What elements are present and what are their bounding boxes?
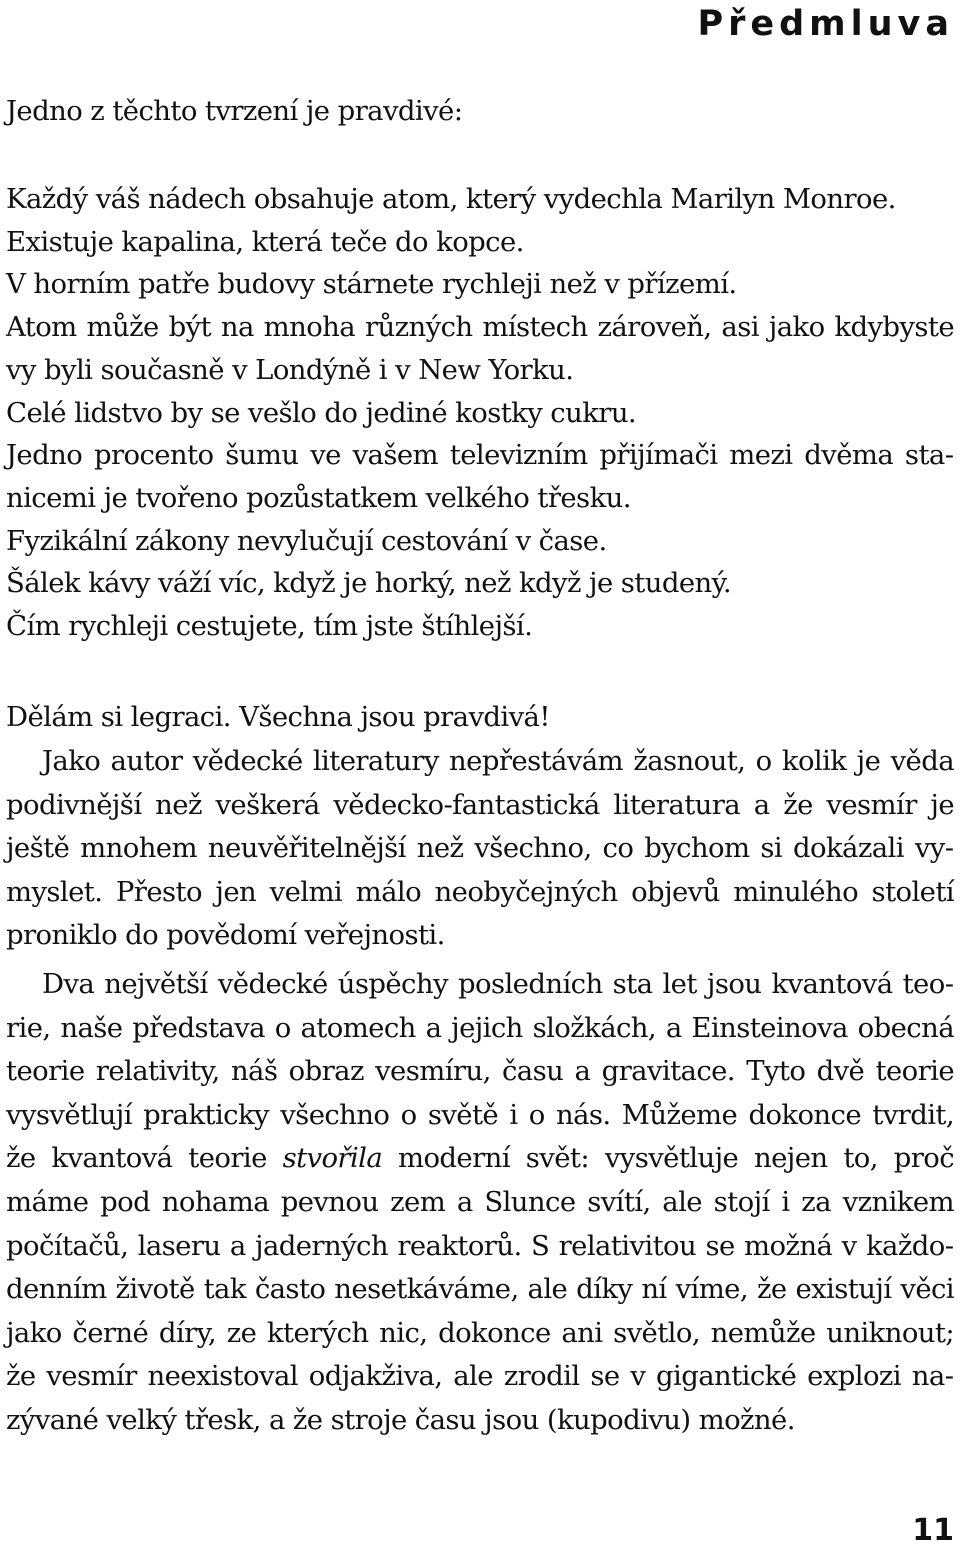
- paragraph-1: Jako autor vědecké literatury nepřestávám žasnout, o kolik je věda podivnější než veškerá vědecko-fantastická literatura a že vesmír je ještě mnohem neuvěřitelnější než všechno, co bychom si dokázali vymyslet. Přesto jen velmi málo neobyčejných objevů minulého století proniklo do povědomí veřejnosti.: [6, 745, 954, 952]
- paragraph-2-text-after: moderní svět: vysvětluje nejen to, proč máme pod nohama pevnou zem a Slunce svítí, ale stojí i za vznikem počítačů, laseru a jaderných reaktorů. S relativitou se možná v každodenním životě tak často nesetkáváme, ale díky ní víme, že existují věci jako černé díry, ze kterých nic, dokonce ani světlo, nemůže uniknout; že vesmír neexistoval odjakživa, ale zrodil se v gigantické explozi nazývané velký třesk, a že stroje času jsou (kupodivu) možné.: [6, 1142, 955, 1436]
- intro-line: Jedno z těchto tvrzení je pravdivé:: [6, 95, 463, 127]
- statement-item: Existuje kapalina, která teče do kopce.: [6, 225, 524, 258]
- chapter-title: Předmluva: [697, 4, 954, 44]
- paragraph-2-emphasis: stvořila: [282, 1142, 383, 1175]
- paragraph-2-text-before: Dva největší vědecké úspěchy posledních sta let jsou kvantová teorie, naše představa o atomech a jejich složkách, a Einsteinova obecná teorie relativity, náš obraz vesmíru, času a gravitace. Tyto dvě teorie vysvětlují prakticky všechno o světě i o nás. Můžeme dokonce tvrdit, že kvantová teorie: [6, 968, 954, 1175]
- statement-item: Fyzikální zákony nevylučují cestování v čase.: [6, 524, 607, 557]
- statement-item: Čím rychleji cestujete, tím jste štíhlejší.: [6, 610, 533, 643]
- reveal-line: Dělám si legraci. Všechna jsou pravdivá!: [6, 701, 550, 733]
- statement-item: Každý váš nádech obsahuje atom, který vydechla Marilyn Monroe.: [6, 183, 896, 215]
- statement-item: Celé lidstvo by se vešlo do jediné kostky cukru.: [6, 396, 637, 429]
- statement-item: Šálek kávy váží víc, když je horký, než když je studený.: [6, 567, 732, 600]
- paragraph-2: [6, 963, 954, 1443]
- statement-list: [6, 178, 954, 648]
- statement-item: Atom může být na mnoha různých místech zároveň, asi jako kdybyste vy byli současně v Londýně i v New Yorku.: [6, 311, 954, 386]
- statement-item: Jedno procento šumu ve vašem televizním přijímači mezi dvěma stanicemi je tvořeno pozůstatkem velkého třesku.: [6, 439, 954, 514]
- statement-item: V horním patře budovy stárnete rychleji než v přízemí.: [6, 268, 737, 301]
- page-number: 11: [912, 1513, 954, 1548]
